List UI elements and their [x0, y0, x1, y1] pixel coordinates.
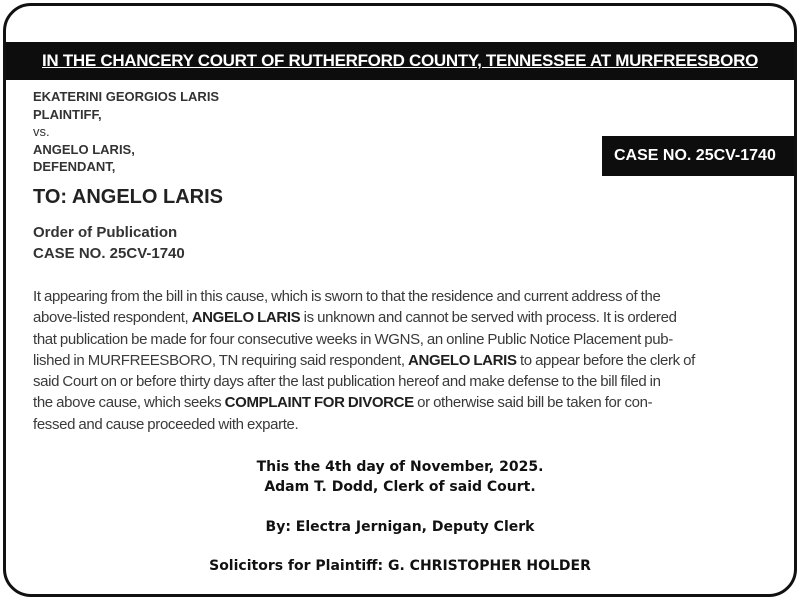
defendant-name: ANGELO LARIS,	[33, 141, 135, 157]
complaint-type: COMPLAINT FOR DIVORCE	[224, 394, 414, 412]
body-line: It appearing from the bill in this cause, which is sworn to that the residence and current address of the	[33, 288, 661, 305]
order-case-number: CASE NO. 25CV-1740	[33, 245, 185, 262]
body-line	[33, 350, 773, 371]
court-header-bar	[6, 42, 794, 80]
solicitor-line: Solicitors for Plaintiff: G. CHRISTOPHER HOLDER	[209, 558, 591, 574]
body-text-segment: above-listed respondent,	[33, 309, 192, 327]
versus-label: vs.	[33, 124, 50, 139]
body-line: said Court on or before thirty days after the last publication hereof and make defense to the bill filed in	[33, 373, 661, 391]
body-line	[33, 392, 773, 413]
body-line: fessed and cause proceeded with exparte.	[33, 415, 299, 433]
court-title: IN THE CHANCERY COURT OF RUTHERFORD COUNTY, TENNESSEE AT MURFREESBORO	[42, 51, 758, 70]
body-line: that publication be made for four consecutive weeks in WGNS, an online Public Notice Placement pub-	[33, 330, 673, 348]
body-text-segment: is unknown and cannot be served with process. It is ordered	[300, 309, 677, 327]
respondent-name: ANGELO LARIS	[191, 309, 301, 327]
case-number-badge: CASE NO. 25CV-1740	[602, 136, 797, 176]
clerk-line: Adam T. Dodd, Clerk of said Court.	[264, 479, 536, 495]
defendant-role: DEFENDANT,	[33, 159, 116, 174]
plaintiff-role: PLAINTIFF,	[33, 106, 102, 122]
body-line	[33, 307, 773, 328]
notice-frame	[3, 3, 797, 597]
order-title: Order of Publication	[33, 224, 178, 241]
order-body-text	[33, 286, 773, 435]
deputy-clerk-line: By: Electra Jernigan, Deputy Clerk	[265, 519, 535, 535]
order-block	[33, 222, 185, 264]
body-text-segment: lished in MURFREESBORO, TN requiring said respondent,	[33, 351, 408, 369]
body-text-segment: the above cause, which seeks	[33, 394, 225, 412]
addressee-heading: TO: ANGELO LARIS	[33, 186, 223, 208]
body-text-segment: to appear before the clerk of	[516, 351, 695, 369]
respondent-name: ANGELO LARIS	[407, 351, 517, 369]
date-line: This the 4th day of November, 2025.	[256, 459, 544, 475]
plaintiff-name: EKATERINI GEORGIOS LARIS	[33, 89, 220, 104]
parties-block	[33, 88, 219, 176]
body-text-segment: or otherwise said bill be taken for con-	[413, 394, 653, 412]
